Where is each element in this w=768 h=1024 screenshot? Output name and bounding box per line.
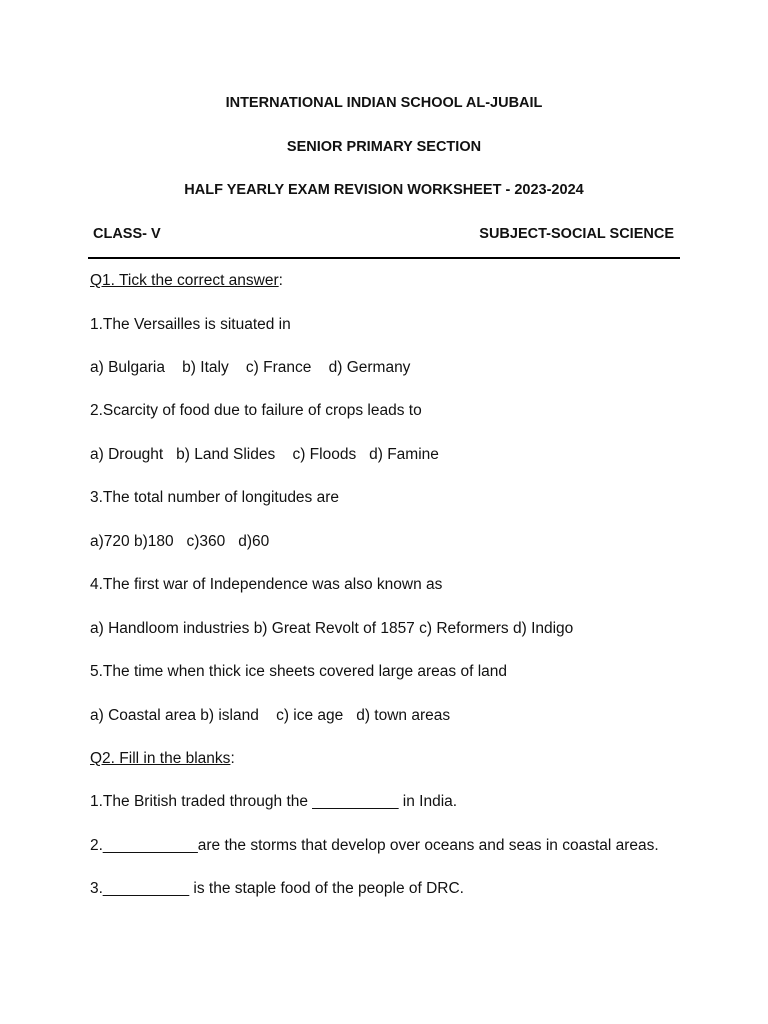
exam-title: HALF YEARLY EXAM REVISION WORKSHEET - 2023-2024 bbox=[184, 182, 584, 198]
q2-blank-3: 3.__________ is the staple food of the people of DRC. bbox=[90, 880, 464, 897]
section-title: SENIOR PRIMARY SECTION bbox=[286, 139, 482, 155]
q1-question-5: 5.The time when thick ice sheets covered large areas of land bbox=[90, 663, 508, 680]
q2-blank-2: 2.___________are the storms that develop over oceans and seas in coastal areas. bbox=[90, 837, 659, 854]
q1-heading-colon: : bbox=[278, 272, 283, 289]
q1-options-3: a)720 b)180 c)360 d)60 bbox=[90, 533, 270, 550]
q1-options-5: a) Coastal area b) island c) ice age d) town areas bbox=[90, 707, 451, 724]
q1-options-1: a) Bulgaria b) Italy c) France d) Germany bbox=[90, 359, 411, 376]
school-name: INTERNATIONAL INDIAN SCHOOL AL-JUBAIL bbox=[225, 95, 543, 111]
q1-heading-text: Q1. Tick the correct answer bbox=[90, 272, 279, 289]
q2-heading-colon: : bbox=[230, 750, 235, 767]
q1-question-4: 4.The first war of Independence was also known as bbox=[90, 576, 443, 593]
q2-heading bbox=[90, 750, 235, 768]
q1-question-3: 3.The total number of longitudes are bbox=[90, 489, 340, 506]
q2-blank-1: 1.The British traded through the __________ in India. bbox=[90, 793, 458, 810]
class-label: CLASS- V bbox=[93, 226, 161, 242]
q1-options-2: a) Drought b) Land Slides c) Floods d) Famine bbox=[90, 446, 439, 463]
q1-question-1: 1.The Versailles is situated in bbox=[90, 316, 291, 333]
header-divider bbox=[88, 257, 680, 259]
q1-heading bbox=[90, 272, 283, 290]
q2-heading-text: Q2. Fill in the blanks bbox=[90, 750, 231, 767]
q1-options-4: a) Handloom industries b) Great Revolt of 1857 c) Reformers d) Indigo bbox=[90, 620, 574, 637]
subject-label: SUBJECT-SOCIAL SCIENCE bbox=[479, 226, 674, 242]
q1-question-2: 2.Scarcity of food due to failure of crops leads to bbox=[90, 402, 422, 419]
